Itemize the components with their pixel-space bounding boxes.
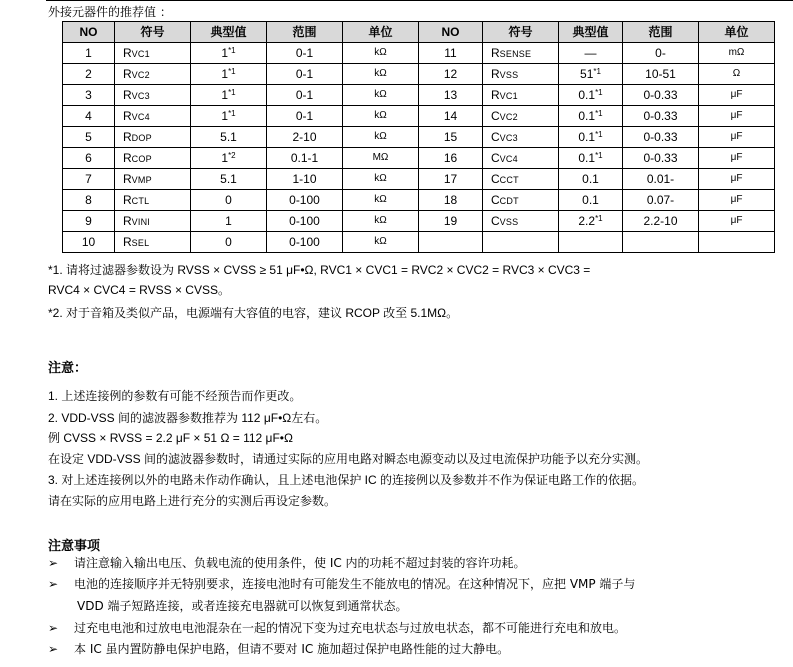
matters-item <box>48 620 626 637</box>
cell-symbol <box>115 43 191 64</box>
header-no: NO <box>63 22 115 43</box>
cell-range <box>267 64 343 85</box>
no-value: 11 <box>444 46 457 60</box>
footnote-marker: *1 <box>595 109 603 118</box>
no-value: 2 <box>85 67 92 81</box>
header-symbol: 符号 <box>483 22 559 43</box>
range-value: 0-100 <box>289 193 320 207</box>
cell-typical <box>559 148 623 169</box>
unit-value: kΩ <box>374 110 387 121</box>
cell-unit <box>699 106 775 127</box>
range-value: 2.2-10 <box>643 214 678 228</box>
unit-value: kΩ <box>374 173 387 184</box>
cell-no <box>63 85 115 106</box>
typical-value: 0.1 <box>582 172 599 186</box>
cell-range <box>623 43 699 64</box>
cell-range <box>623 127 699 148</box>
notice-heading: 注意： <box>48 361 88 376</box>
cell-unit <box>343 211 419 232</box>
symbol-subscript: VC4 <box>499 153 518 164</box>
arrow-bullet-icon: ➢ <box>48 556 59 570</box>
symbol-letter: C <box>491 150 500 165</box>
cell-unit <box>699 64 775 85</box>
symbol-letter: R <box>123 171 132 186</box>
cell-no <box>419 169 483 190</box>
cell-no <box>419 43 483 64</box>
footnote-1-line-2: RVC4 × CVC4 = RVSS × CVSS。 <box>48 283 230 297</box>
cell-no <box>419 106 483 127</box>
cell-symbol <box>483 43 559 64</box>
footnote-marker: *1 <box>593 67 601 76</box>
recommended-values-table <box>62 21 775 253</box>
header-no: NO <box>419 22 483 43</box>
range-value: 0- <box>655 46 666 60</box>
no-value: 15 <box>443 130 458 144</box>
cell-no <box>419 148 483 169</box>
unit-value: Ω <box>732 68 741 79</box>
symbol-subscript: VC2 <box>499 111 518 122</box>
no-value: 13 <box>443 88 458 102</box>
header-typical: 典型值 <box>191 22 267 43</box>
cell-typical <box>559 64 623 85</box>
header-symbol: 符号 <box>115 22 191 43</box>
table-row <box>63 127 775 148</box>
cell-unit <box>699 169 775 190</box>
no-value: 12 <box>443 67 458 81</box>
cell-unit <box>343 85 419 106</box>
no-value: 17 <box>443 172 458 186</box>
range-value: 0-1 <box>295 46 314 60</box>
cell-range <box>623 106 699 127</box>
range-value: 0-0.33 <box>643 88 678 102</box>
symbol-subscript: SENSE <box>499 48 532 59</box>
symbol-letter: R <box>123 45 132 60</box>
symbol-letter: R <box>491 87 500 102</box>
range-value: 0.01- <box>646 172 675 186</box>
symbol-subscript: VC4 <box>131 111 150 122</box>
table-caption: 外接元器件的推荐值 ： <box>48 5 172 19</box>
cell-range <box>267 211 343 232</box>
cell-no <box>63 148 115 169</box>
unit-value: kΩ <box>374 89 387 100</box>
symbol-letter: R <box>123 108 132 123</box>
symbol-subscript: VC1 <box>499 90 518 101</box>
cell-symbol <box>483 232 559 253</box>
symbol-subscript: VC3 <box>131 90 150 101</box>
table-row <box>63 43 775 64</box>
cell-typical <box>191 190 267 211</box>
symbol-subscript: CTL <box>131 195 150 206</box>
symbol-letter: C <box>491 129 500 144</box>
cell-symbol <box>483 106 559 127</box>
cell-symbol <box>115 190 191 211</box>
cell-symbol <box>483 211 559 232</box>
cell-no <box>63 232 115 253</box>
range-value: 0-0.33 <box>643 109 678 123</box>
table-row <box>63 169 775 190</box>
symbol-letter: C <box>491 192 500 207</box>
symbol-letter: R <box>123 234 132 249</box>
footnote-marker: *1 <box>228 88 236 97</box>
range-value: 0-100 <box>289 235 320 249</box>
cell-range <box>267 85 343 106</box>
matters-item-continuation: VDD 端子短路连接，或者连接充电器就可以恢复到通常状态。 <box>77 599 408 613</box>
cell-symbol <box>115 232 191 253</box>
no-value: 6 <box>85 151 92 165</box>
cell-no <box>63 211 115 232</box>
typical-value: 1 <box>221 46 229 60</box>
footnote-marker: *1 <box>595 151 603 160</box>
cell-no <box>63 127 115 148</box>
notice-line: 请在实际的应用电路上进行充分的实测后再设定参数。 <box>48 494 337 508</box>
typical-value: 0.1 <box>578 88 596 102</box>
no-value: 9 <box>85 214 92 228</box>
unit-value: mΩ <box>728 47 745 58</box>
unit-value: kΩ <box>374 131 387 142</box>
footnote-marker: *1 <box>228 46 236 55</box>
cell-range <box>623 85 699 106</box>
cell-symbol <box>483 127 559 148</box>
cell-unit <box>343 232 419 253</box>
cell-unit <box>343 148 419 169</box>
footnote-marker: *1 <box>595 88 603 97</box>
symbol-letter: C <box>491 213 500 228</box>
cell-symbol <box>115 169 191 190</box>
footnote-marker: *1 <box>595 214 603 223</box>
range-value: 0-1 <box>295 88 314 102</box>
range-value: 0.07- <box>646 193 675 207</box>
cell-symbol <box>483 190 559 211</box>
notice-line: 在设定 VDD-VSS 间的滤波器参数时，请通过实际的应用电路对瞬态电源变动以及过电流保护功能予以充分实测。 <box>48 452 649 466</box>
notice-line: 2. VDD-VSS 间的滤波器参数推荐为 112 μF•Ω左右。 <box>48 411 328 425</box>
typical-value: — <box>584 46 597 60</box>
table-row <box>63 232 775 253</box>
cell-symbol <box>115 64 191 85</box>
header-unit: 单位 <box>343 22 419 43</box>
typical-value: 1 <box>221 151 229 165</box>
arrow-bullet-icon: ➢ <box>48 642 59 656</box>
typical-value: 0.1 <box>582 193 599 207</box>
cell-range <box>623 232 699 253</box>
header-typical: 典型值 <box>559 22 623 43</box>
symbol-subscript: VC2 <box>131 69 150 80</box>
cell-typical <box>559 127 623 148</box>
symbol-subscript: DOP <box>131 132 152 143</box>
cell-typical <box>559 85 623 106</box>
table-row <box>63 85 775 106</box>
symbol-subscript: VMP <box>131 174 152 185</box>
matters-item-text: 请注意输入输出电压、负载电流的使用条件，使 IC 内的功耗不超过封装的容许功耗。 <box>74 556 526 570</box>
notice-line: 3. 对上述连接例以外的电路未作动作确认，且上述电池保护 IC 的连接例以及参数并不作为保证电路工作的依据。 <box>48 473 645 487</box>
footnote-1-line-1: *1. 请将过滤器参数设为 RVSS × CVSS ≥ 51 μF•Ω, RVC1 × CVC1 = RVC2 × CVC2 = RVC3 × CVC3 = <box>48 263 591 277</box>
cell-unit <box>343 169 419 190</box>
typical-value: 0 <box>225 235 232 249</box>
cell-symbol <box>115 211 191 232</box>
no-value: 16 <box>443 151 458 165</box>
cell-range <box>267 106 343 127</box>
matters-item-text: 电池的连接顺序并无特别要求，连接电池时有可能发生不能放电的情况。在这种情况下，应把 VMP 端子与 <box>74 577 636 591</box>
symbol-subscript: SEL <box>131 237 150 248</box>
symbol-letter: R <box>123 66 132 81</box>
cell-no <box>419 190 483 211</box>
no-value: 1 <box>85 46 92 60</box>
range-value: 0-1 <box>295 67 314 81</box>
cell-symbol <box>483 85 559 106</box>
unit-value: μF <box>730 152 743 163</box>
header-range: 范围 <box>267 22 343 43</box>
cell-range <box>623 190 699 211</box>
no-value: 18 <box>443 193 458 207</box>
cell-no <box>63 64 115 85</box>
no-value: 14 <box>443 109 458 123</box>
symbol-subscript: VC3 <box>499 132 518 143</box>
symbol-letter: R <box>123 150 132 165</box>
unit-value: μF <box>730 173 743 184</box>
table-row <box>63 211 775 232</box>
matters-item <box>48 641 509 658</box>
symbol-letter: R <box>491 45 500 60</box>
cell-range <box>267 169 343 190</box>
typical-value: 2.2 <box>578 214 596 228</box>
matters-item <box>48 576 635 593</box>
typical-value: 1 <box>221 67 229 81</box>
cell-range <box>267 127 343 148</box>
unit-value: kΩ <box>374 68 387 79</box>
cell-symbol <box>483 64 559 85</box>
no-value: 5 <box>85 130 92 144</box>
symbol-subscript: VSS <box>499 69 519 80</box>
typical-value: 0.1 <box>578 151 596 165</box>
range-value: 1-10 <box>292 172 317 186</box>
typical-value: 1 <box>221 88 229 102</box>
unit-value: kΩ <box>374 47 387 58</box>
range-value: 0-0.33 <box>643 151 678 165</box>
cell-range <box>267 43 343 64</box>
matters-item-text: 过充电电池和过放电电池混杂在一起的情况下变为过充电状态与过放电状态，都不可能进行充电和放电。 <box>74 621 627 635</box>
cell-typical <box>191 85 267 106</box>
cell-range <box>623 64 699 85</box>
footnote-marker: *2 <box>228 151 236 160</box>
arrow-bullet-icon: ➢ <box>48 577 59 591</box>
cell-typical <box>559 190 623 211</box>
cell-range <box>267 148 343 169</box>
cell-symbol <box>115 85 191 106</box>
symbol-subscript: CDT <box>499 195 519 206</box>
notice-line: 例 CVSS × RVSS = 2.2 μF × 51 Ω = 112 μF•Ω <box>48 431 293 445</box>
no-value: 19 <box>443 214 458 228</box>
unit-value: kΩ <box>374 215 387 226</box>
table-header-row <box>63 22 775 43</box>
typical-value: 1 <box>221 109 229 123</box>
no-value: 7 <box>85 172 92 186</box>
range-value: 0-100 <box>289 214 320 228</box>
cell-symbol <box>483 148 559 169</box>
cell-unit <box>699 232 775 253</box>
cell-typical <box>559 169 623 190</box>
cell-no <box>419 64 483 85</box>
cell-typical <box>191 232 267 253</box>
unit-value: μF <box>730 131 743 142</box>
cell-unit <box>699 43 775 64</box>
typical-value: 1 <box>225 214 232 228</box>
no-value: 4 <box>85 109 92 123</box>
symbol-letter: R <box>123 192 132 207</box>
symbol-subscript: COP <box>131 153 152 164</box>
matters-heading: 注意事项 <box>48 539 101 554</box>
cell-no <box>63 169 115 190</box>
cell-symbol <box>115 127 191 148</box>
table-row <box>63 190 775 211</box>
symbol-letter: R <box>491 66 500 81</box>
cell-typical <box>559 232 623 253</box>
range-value: 0-1 <box>295 109 314 123</box>
cell-unit <box>699 148 775 169</box>
footnote-marker: *1 <box>595 130 603 139</box>
cell-unit <box>343 64 419 85</box>
symbol-letter: R <box>123 129 132 144</box>
cell-typical <box>191 211 267 232</box>
cell-unit <box>343 43 419 64</box>
symbol-letter: C <box>491 171 500 186</box>
cell-unit <box>343 190 419 211</box>
no-value: 3 <box>85 88 92 102</box>
range-value: 0-0.33 <box>643 130 678 144</box>
cell-no <box>63 190 115 211</box>
cell-unit <box>699 211 775 232</box>
table-row <box>63 148 775 169</box>
range-value: 2-10 <box>292 130 317 144</box>
typical-value: 5.1 <box>220 130 237 144</box>
unit-value: μF <box>730 110 743 121</box>
symbol-subscript: CCT <box>499 174 519 185</box>
cell-typical <box>191 106 267 127</box>
table-row <box>63 64 775 85</box>
symbol-letter: R <box>123 87 132 102</box>
symbol-subscript: VC1 <box>131 48 150 59</box>
cell-typical <box>191 127 267 148</box>
cell-range <box>623 148 699 169</box>
footnote-marker: *1 <box>228 67 236 76</box>
no-value: 10 <box>81 235 96 249</box>
typical-value: 0.1 <box>578 109 596 123</box>
cell-unit <box>699 85 775 106</box>
cell-no <box>419 211 483 232</box>
header-range: 范围 <box>623 22 699 43</box>
symbol-letter: R <box>123 213 132 228</box>
matters-item-text: 本 IC 虽内置防静电保护电路，但请不要对 IC 施加超过保护电路性能的过大静电。 <box>74 642 510 656</box>
unit-value: kΩ <box>374 194 387 205</box>
cell-typical <box>191 148 267 169</box>
cell-unit <box>699 127 775 148</box>
unit-value: MΩ <box>372 152 389 163</box>
unit-value: μF <box>730 89 743 100</box>
cell-typical <box>191 43 267 64</box>
cell-no <box>419 85 483 106</box>
typical-value: 51 <box>580 67 594 81</box>
typical-value: 5.1 <box>220 172 237 186</box>
cell-typical <box>191 169 267 190</box>
symbol-subscript: VSS <box>499 216 519 227</box>
cell-no <box>63 106 115 127</box>
cell-unit <box>343 127 419 148</box>
no-value: 8 <box>85 193 92 207</box>
cell-typical <box>559 211 623 232</box>
cell-typical <box>559 106 623 127</box>
cell-typical <box>191 64 267 85</box>
cell-range <box>267 190 343 211</box>
cell-no <box>63 43 115 64</box>
range-value: 0.1-1 <box>290 151 319 165</box>
symbol-letter: C <box>491 108 500 123</box>
cell-typical <box>559 43 623 64</box>
cell-range <box>623 169 699 190</box>
cell-range <box>267 232 343 253</box>
symbol-subscript: VINI <box>131 216 150 227</box>
footnote-marker: *1 <box>228 109 236 118</box>
cell-no <box>419 127 483 148</box>
cell-symbol <box>483 169 559 190</box>
table-row <box>63 106 775 127</box>
notice-line: 1. 上述连接例的参数有可能不经预告而作更改。 <box>48 389 302 403</box>
matters-item <box>48 555 526 572</box>
cell-unit <box>343 106 419 127</box>
top-divider <box>46 0 793 1</box>
unit-value: μF <box>730 194 743 205</box>
typical-value: 0.1 <box>578 130 596 144</box>
arrow-bullet-icon: ➢ <box>48 621 59 635</box>
range-value: 10-51 <box>645 67 676 81</box>
cell-symbol <box>115 148 191 169</box>
typical-value: 0 <box>225 193 232 207</box>
header-unit: 单位 <box>699 22 775 43</box>
cell-range <box>623 211 699 232</box>
footnote-2: *2. 对于音箱及类似产品，电源端有大容值的电容，建议 RCOP 改至 5.1MΩ。 <box>48 306 459 320</box>
unit-value: μF <box>730 215 743 226</box>
cell-symbol <box>115 106 191 127</box>
cell-unit <box>699 190 775 211</box>
cell-no <box>419 232 483 253</box>
unit-value: kΩ <box>374 236 387 247</box>
